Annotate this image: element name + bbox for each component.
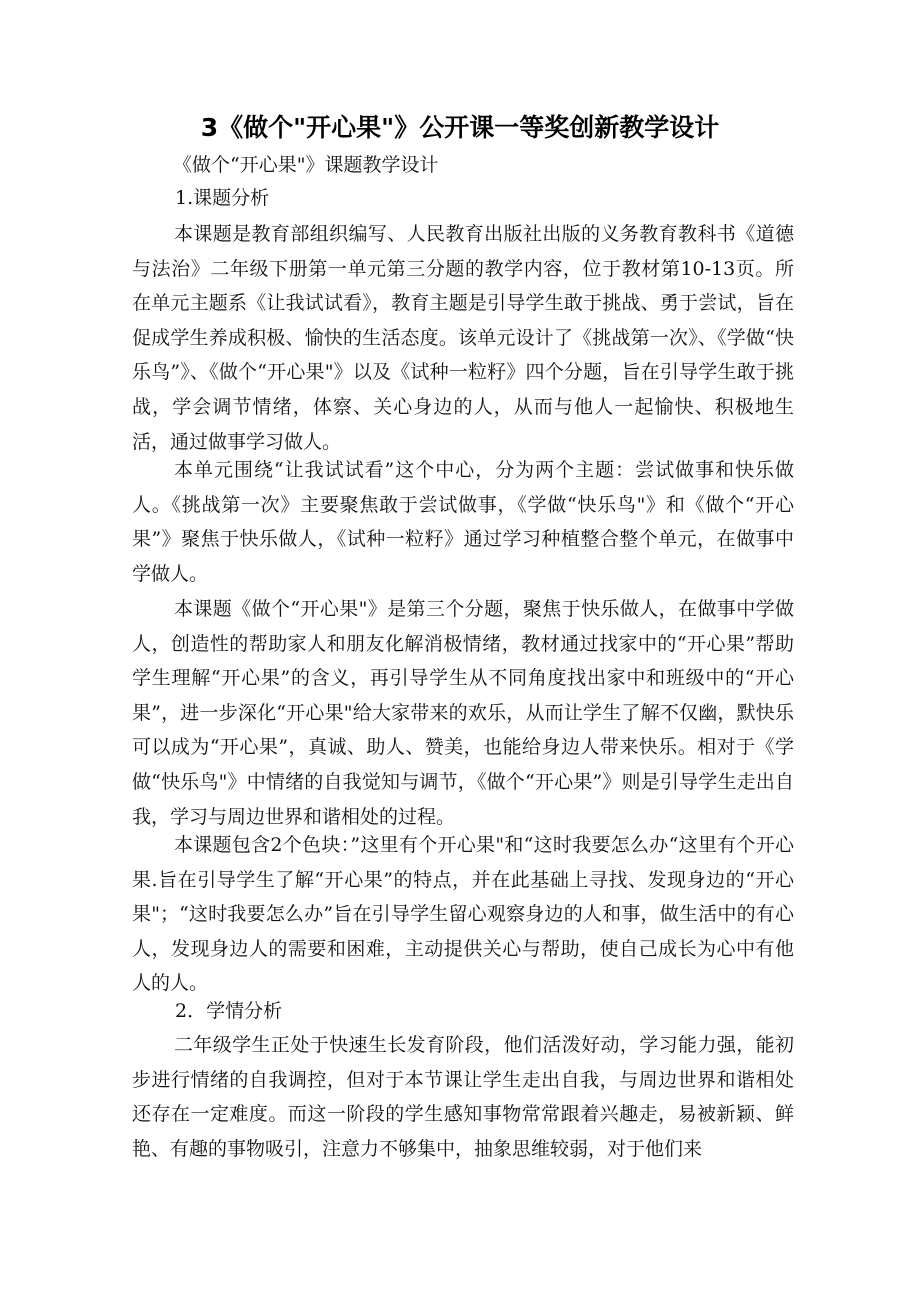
document-subtitle: 《做个“开心果"》课题教学设计: [173, 154, 439, 176]
document-title: 3《做个"开心果"》公开课一等奖创新教学设计: [200, 113, 720, 142]
paragraph: 本单元围绕“让我试试看”这个中心，分为两个主题：尝试做事和快乐做人。《挑战第一次》主要聚焦敢于尝试做事，《学做“快乐鸟"》和《做个“开心果”》聚焦于快乐做人，《试种一粒籽》通过学习种植整合整个单元，在做事中学做人。: [132, 459, 794, 585]
section-heading-topic-analysis: 1.课题分析: [175, 187, 270, 209]
paragraph: 本课题《做个“开心果"》是第三个分题，聚焦于快乐做人，在做事中学做人，创造性的帮助家人和朋友化解消极情绪，教材通过找家中的“开心果”帮助学生理解“开心果”的含义，再引导学生从不同角度找出家中和班级中的“开心果”，进一步深化“开心果"给大家带来的欢乐，从而让学生了解不仅幽，默快乐可以成为“开心果”，真诚、助人、赞美，也能给身边人带来快乐。相对于《学做“快乐鸟"》中情绪的自我觉知与调节，《做个“开心果”》则是引导学生走出自我，学习与周边世界和谐相处的过程。: [132, 598, 794, 828]
section-heading-student-analysis: 2．学情分析: [175, 1000, 283, 1022]
paragraph: 二年级学生正处于快速生长发育阶段，他们活泼好动，学习能力强，能初步进行情绪的自我调控，但对于本节课让学生走出自我，与周边世界和谐相处还存在一定难度。而这一阶段的学生感知事物常常跟着兴趣走，易被新颖、鲜艳、有趣的事物吸引，注意力不够集中，抽象思维较弱，对于他们来: [132, 1034, 794, 1160]
paragraph: 本课题是教育部组织编写、人民教育出版社出版的义务教育教科书《道德与法治》二年级下册第一单元第三分题的教学内容，位于教材第10-13页。所在单元主题系《让我试试看》，教育主题是引导学生敢于挑战、勇于尝试，旨在促成学生养成积极、愉快的生活态度。该单元设计了《挑战第一次》、《学做“快乐鸟”》、《做个“开心果"》以及《试种一粒籽》四个分题，旨在引导学生敢于挑战，学会调节情绪，体察、关心身边的人，从而与他人一起愉快、积极地生活，通过做事学习做人。: [132, 223, 794, 453]
paragraph: 本课题包含2个色块：”这里有个开心果"和“这时我要怎么办“这里有个开心果.旨在引导学生了解“开心果”的特点，并在此基础上寻找、发现身边的“开心果"；“这时我要怎么办”旨在引导学生留心观察身边的人和事，做生活中的有心人，发现身边人的需要和困难，主动提供关心与帮助，使自己成长为心中有他人的人。: [132, 834, 794, 995]
